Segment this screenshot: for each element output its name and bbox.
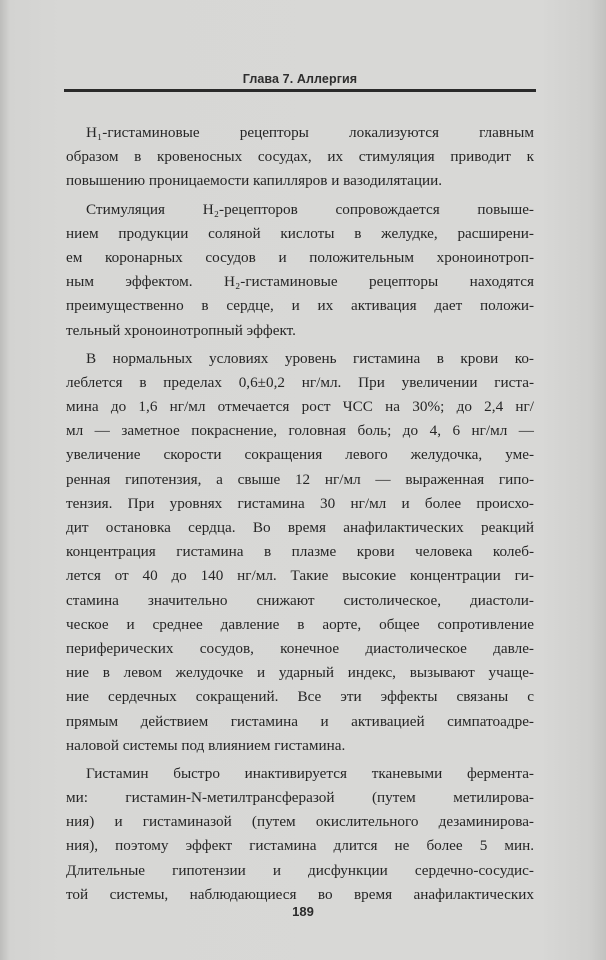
text-line: лется от 40 до 140 нг/мл. Такие высокие концентрации ги- [66, 567, 534, 585]
text-line: повышению проницаемости капилляров и вазодилятации. [66, 172, 443, 190]
text-line: ческое и среднее давление в аорте, общее сопротивление [66, 615, 534, 633]
text-line: В нормальных условиях уровень гистамина в крови ко- [86, 349, 534, 367]
paragraph-h1-receptors [66, 121, 534, 194]
text-line: увеличение скорости сокращения левого желудочка, уме- [66, 446, 534, 464]
text-line: ние сердечных сокращений. Все эти эффекты связаны с [66, 688, 534, 706]
text-line: ния), поэтому эффект гистамина длится не более 5 мин. [66, 837, 534, 855]
text-line: Стимуляция H₂-рецепторов сопровождается повыше- [86, 200, 534, 218]
text-line: ми: гистамин-N-метилтрансферазой (путем метилирова- [66, 789, 534, 807]
text-line: прямым действием гистамина и активацией симпатоадре- [66, 712, 534, 730]
text-line: концентрация гистамина в плазме крови человека колеб- [66, 543, 534, 561]
text-line: периферических сосудов, конечное диастолическое давле- [66, 639, 534, 657]
text-line: той системы, наблюдающиеся во время анафилактических [66, 885, 534, 903]
text-line: Гистамин быстро инактивируется тканевыми фермента- [86, 764, 534, 782]
running-header: Глава 7. Аллергия [242, 72, 358, 86]
text-line: мина до 1,6 нг/мл отмечается рост ЧСС на 30%; до 2,4 нг/ [66, 398, 534, 416]
text-line: ние в левом желудочке и ударный индекс, вызывают учаще- [66, 664, 534, 682]
header-rule [64, 89, 536, 92]
text-line: тельный хроноинотропный эффект. [66, 321, 296, 339]
text-line: Длительные гипотензии и дисфункции сердечно-сосудис- [66, 861, 534, 879]
body-text [66, 121, 534, 911]
text-line: ренная гипотензия, а свыше 12 нг/мл — выраженная гипо- [66, 470, 534, 488]
text-line: ния) и гистаминазой (путем окислительного дезаминирова- [66, 813, 534, 831]
paragraph-histamine-levels [66, 347, 534, 758]
text-line: стамина значительно снижают систолическое, диастоли- [66, 591, 534, 609]
text-line: леблется в пределах 0,6±0,2 нг/мл. При увеличении гиста- [66, 373, 534, 391]
page-number: 189 [292, 904, 314, 919]
paragraph-h2-receptors [66, 198, 534, 343]
text-line: ным эффектом. H₂-гистаминовые рецепторы находятся [66, 273, 534, 291]
text-line: нием продукции соляной кислоты в желудке, расширени- [66, 224, 534, 242]
text-line: ем коронарных сосудов и положительным хроноинотроп- [66, 248, 534, 266]
text-line: наловой системы под влиянием гистамина. [66, 736, 346, 754]
text-line: мл — заметное покраснение, головная боль; до 4, 6 нг/мл — [66, 422, 534, 440]
text-line: тензия. При уровнях гистамина 30 нг/мл и более происхо- [66, 494, 534, 512]
paragraph-inactivation [66, 762, 534, 907]
text-line: образом в кровеносных сосудах, их стимуляция приводит к [66, 148, 534, 166]
text-line: дит остановка сердца. Во время анафилактических реакций [66, 519, 534, 536]
text-line: H₁-гистаминовые рецепторы локализуются главным [86, 124, 534, 141]
text-line: преимущественно в сердце, и их активация дает положи- [66, 297, 534, 315]
